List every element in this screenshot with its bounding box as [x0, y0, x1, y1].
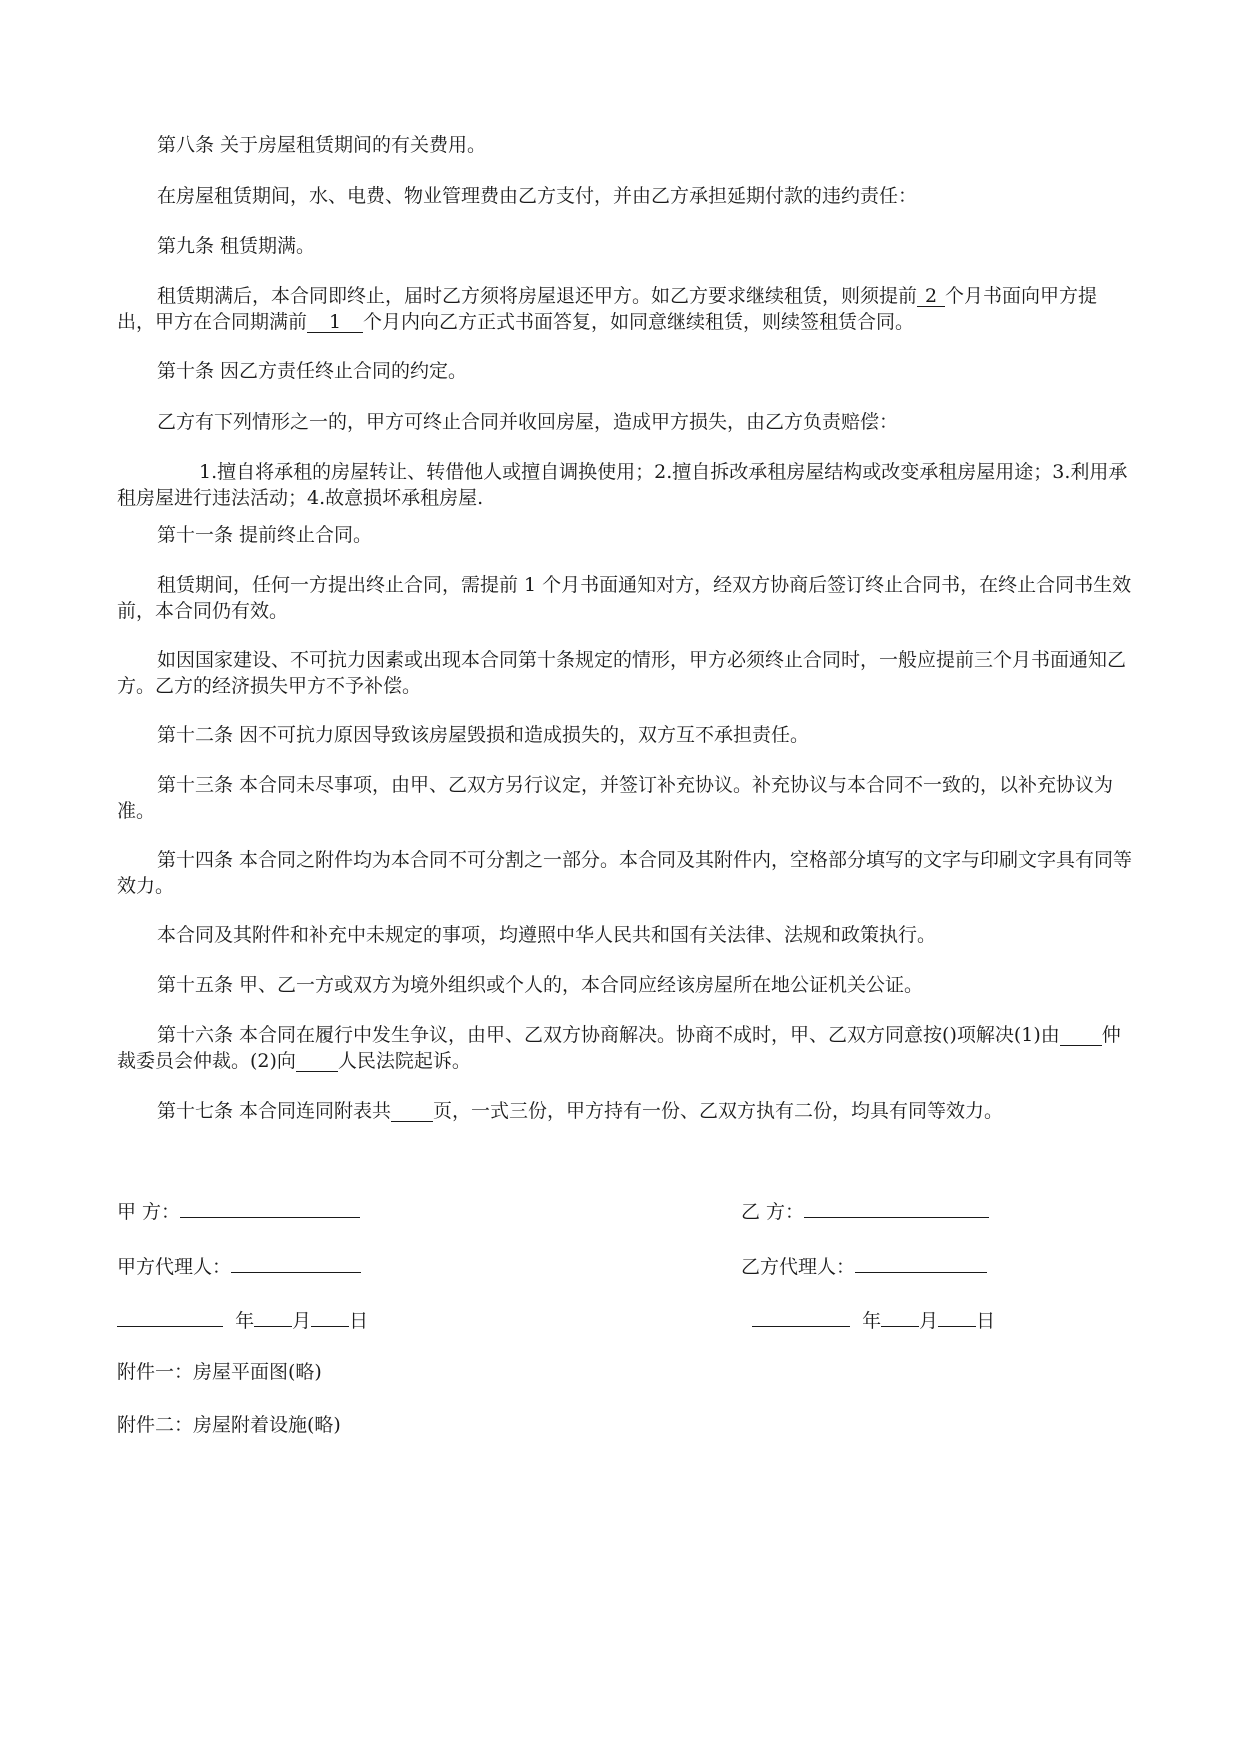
- article-11-body: 租赁期间，任何一方提出终止合同，需提前 1 个月书面通知对方，经双方协商后签订终止合同书，在终止合同书生效前，本合同仍有效。: [117, 574, 1132, 622]
- article-9-body: [117, 283, 1135, 335]
- article-9-body-part3: 个月内向乙方正式书面答复，如同意继续租赁，则续签租赁合同。: [363, 311, 915, 333]
- agent-a-line: [117, 1252, 361, 1280]
- date-b-line: [752, 1306, 995, 1334]
- party-b-label: 乙 方：: [741, 1201, 805, 1223]
- renewal-notice-months: 2: [917, 286, 945, 307]
- date-b-year-blank: [752, 1306, 850, 1327]
- date-b-day: 日: [976, 1310, 996, 1332]
- article-16-part3: 人民法院起诉。: [337, 1050, 471, 1072]
- article-17: [117, 1098, 1135, 1124]
- party-b-blank: [804, 1197, 989, 1218]
- attachment-1: 附件一：房屋平面图(略): [117, 1361, 322, 1383]
- date-a-month-blank: [254, 1306, 292, 1327]
- agent-b-label: 乙方代理人：: [741, 1256, 856, 1278]
- article-9-body-part2: 个月书面向甲方提出，甲方在合同期满前: [117, 285, 1098, 333]
- article-16-part1: 第十六条 本合同在履行中发生争议，由甲、乙双方协商解决。协商不成时，甲、乙双方同意按()项解决(1)由: [157, 1024, 1060, 1046]
- date-a-year-blank: [117, 1306, 223, 1327]
- party-a-label: 甲 方：: [117, 1201, 181, 1223]
- date-b-month: 月: [919, 1310, 939, 1332]
- date-a-day-blank: [311, 1306, 349, 1327]
- article-14-body: 本合同及其附件和补充中未规定的事项，均遵照中华人民共和国有关法律、法规和政策执行。: [157, 924, 937, 946]
- article-10-list: 1.擅自将承租的房屋转让、转借他人或擅自调换使用；2.擅自拆改承租房屋结构或改变承租房屋用途；3.利用承租房屋进行违法活动；4.故意损坏承租房屋.: [117, 461, 1128, 509]
- article-11-title: 第十一条 提前终止合同。: [157, 524, 373, 546]
- date-a-line: [117, 1306, 368, 1334]
- article-11-body-2: 如因国家建设、不可抗力因素或出现本合同第十条规定的情形，甲方必须终止合同时，一般应提前三个月书面通知乙方。乙方的经济损失甲方不予补偿。: [117, 649, 1127, 697]
- pages-blank: [391, 1101, 433, 1122]
- attachment-2: 附件二：房屋附着设施(略): [117, 1414, 341, 1436]
- article-16: [117, 1022, 1135, 1074]
- article-14: 第十四条 本合同之附件均为本合同不可分割之一部分。本合同及其附件内，空格部分填写的文字与印刷文字具有同等效力。: [117, 849, 1133, 897]
- article-15: 第十五条 甲、乙一方或双方为境外组织或个人的，本合同应经该房屋所在地公证机关公证。: [157, 974, 924, 996]
- agent-a-blank: [231, 1252, 361, 1273]
- article-9-title: 第九条 租赁期满。: [157, 235, 316, 257]
- date-b-month-blank: [881, 1306, 919, 1327]
- party-a-blank: [180, 1197, 360, 1218]
- article-8-title: 第八条 关于房屋租赁期间的有关费用。: [157, 134, 487, 156]
- court-blank: [296, 1051, 338, 1072]
- agent-a-label: 甲方代理人：: [117, 1256, 232, 1278]
- date-a-month: 月: [292, 1310, 312, 1332]
- party-b-line: [741, 1197, 989, 1225]
- reply-months: 1: [307, 312, 363, 333]
- date-a-day: 日: [349, 1310, 369, 1332]
- article-9-body-part1: 租赁期满后，本合同即终止，届时乙方须将房屋退还甲方。如乙方要求继续租赁，则须提前: [157, 285, 918, 307]
- agent-b-blank: [855, 1252, 987, 1273]
- arbitration-blank: [1060, 1025, 1102, 1046]
- article-12: 第十二条 因不可抗力原因导致该房屋毁损和造成损失的，双方互不承担责任。: [157, 724, 810, 746]
- party-a-line: [117, 1197, 360, 1225]
- date-b-year: 年: [862, 1310, 882, 1332]
- article-13: 第十三条 本合同未尽事项，由甲、乙双方另行议定，并签订补充协议。补充协议与本合同不一致的，以补充协议为准。: [117, 774, 1114, 822]
- article-10-title: 第十条 因乙方责任终止合同的约定。: [157, 360, 468, 382]
- article-16-part2: 仲裁委员会仲裁。(2)向: [117, 1024, 1121, 1072]
- agent-b-line: [741, 1252, 987, 1280]
- date-b-day-blank: [938, 1306, 976, 1327]
- article-17-part1: 第十七条 本合同连同附表共: [157, 1100, 392, 1122]
- date-a-year: 年: [235, 1310, 255, 1332]
- article-17-part2: 页，一式三份，甲方持有一份、乙双方执有二份，均具有同等效力。: [433, 1100, 1004, 1122]
- article-10-body: 乙方有下列情形之一的，甲方可终止合同并收回房屋，造成甲方损失，由乙方负责赔偿：: [157, 411, 899, 433]
- article-8-body: 在房屋租赁期间，水、电费、物业管理费由乙方支付，并由乙方承担延期付款的违约责任：: [157, 185, 918, 207]
